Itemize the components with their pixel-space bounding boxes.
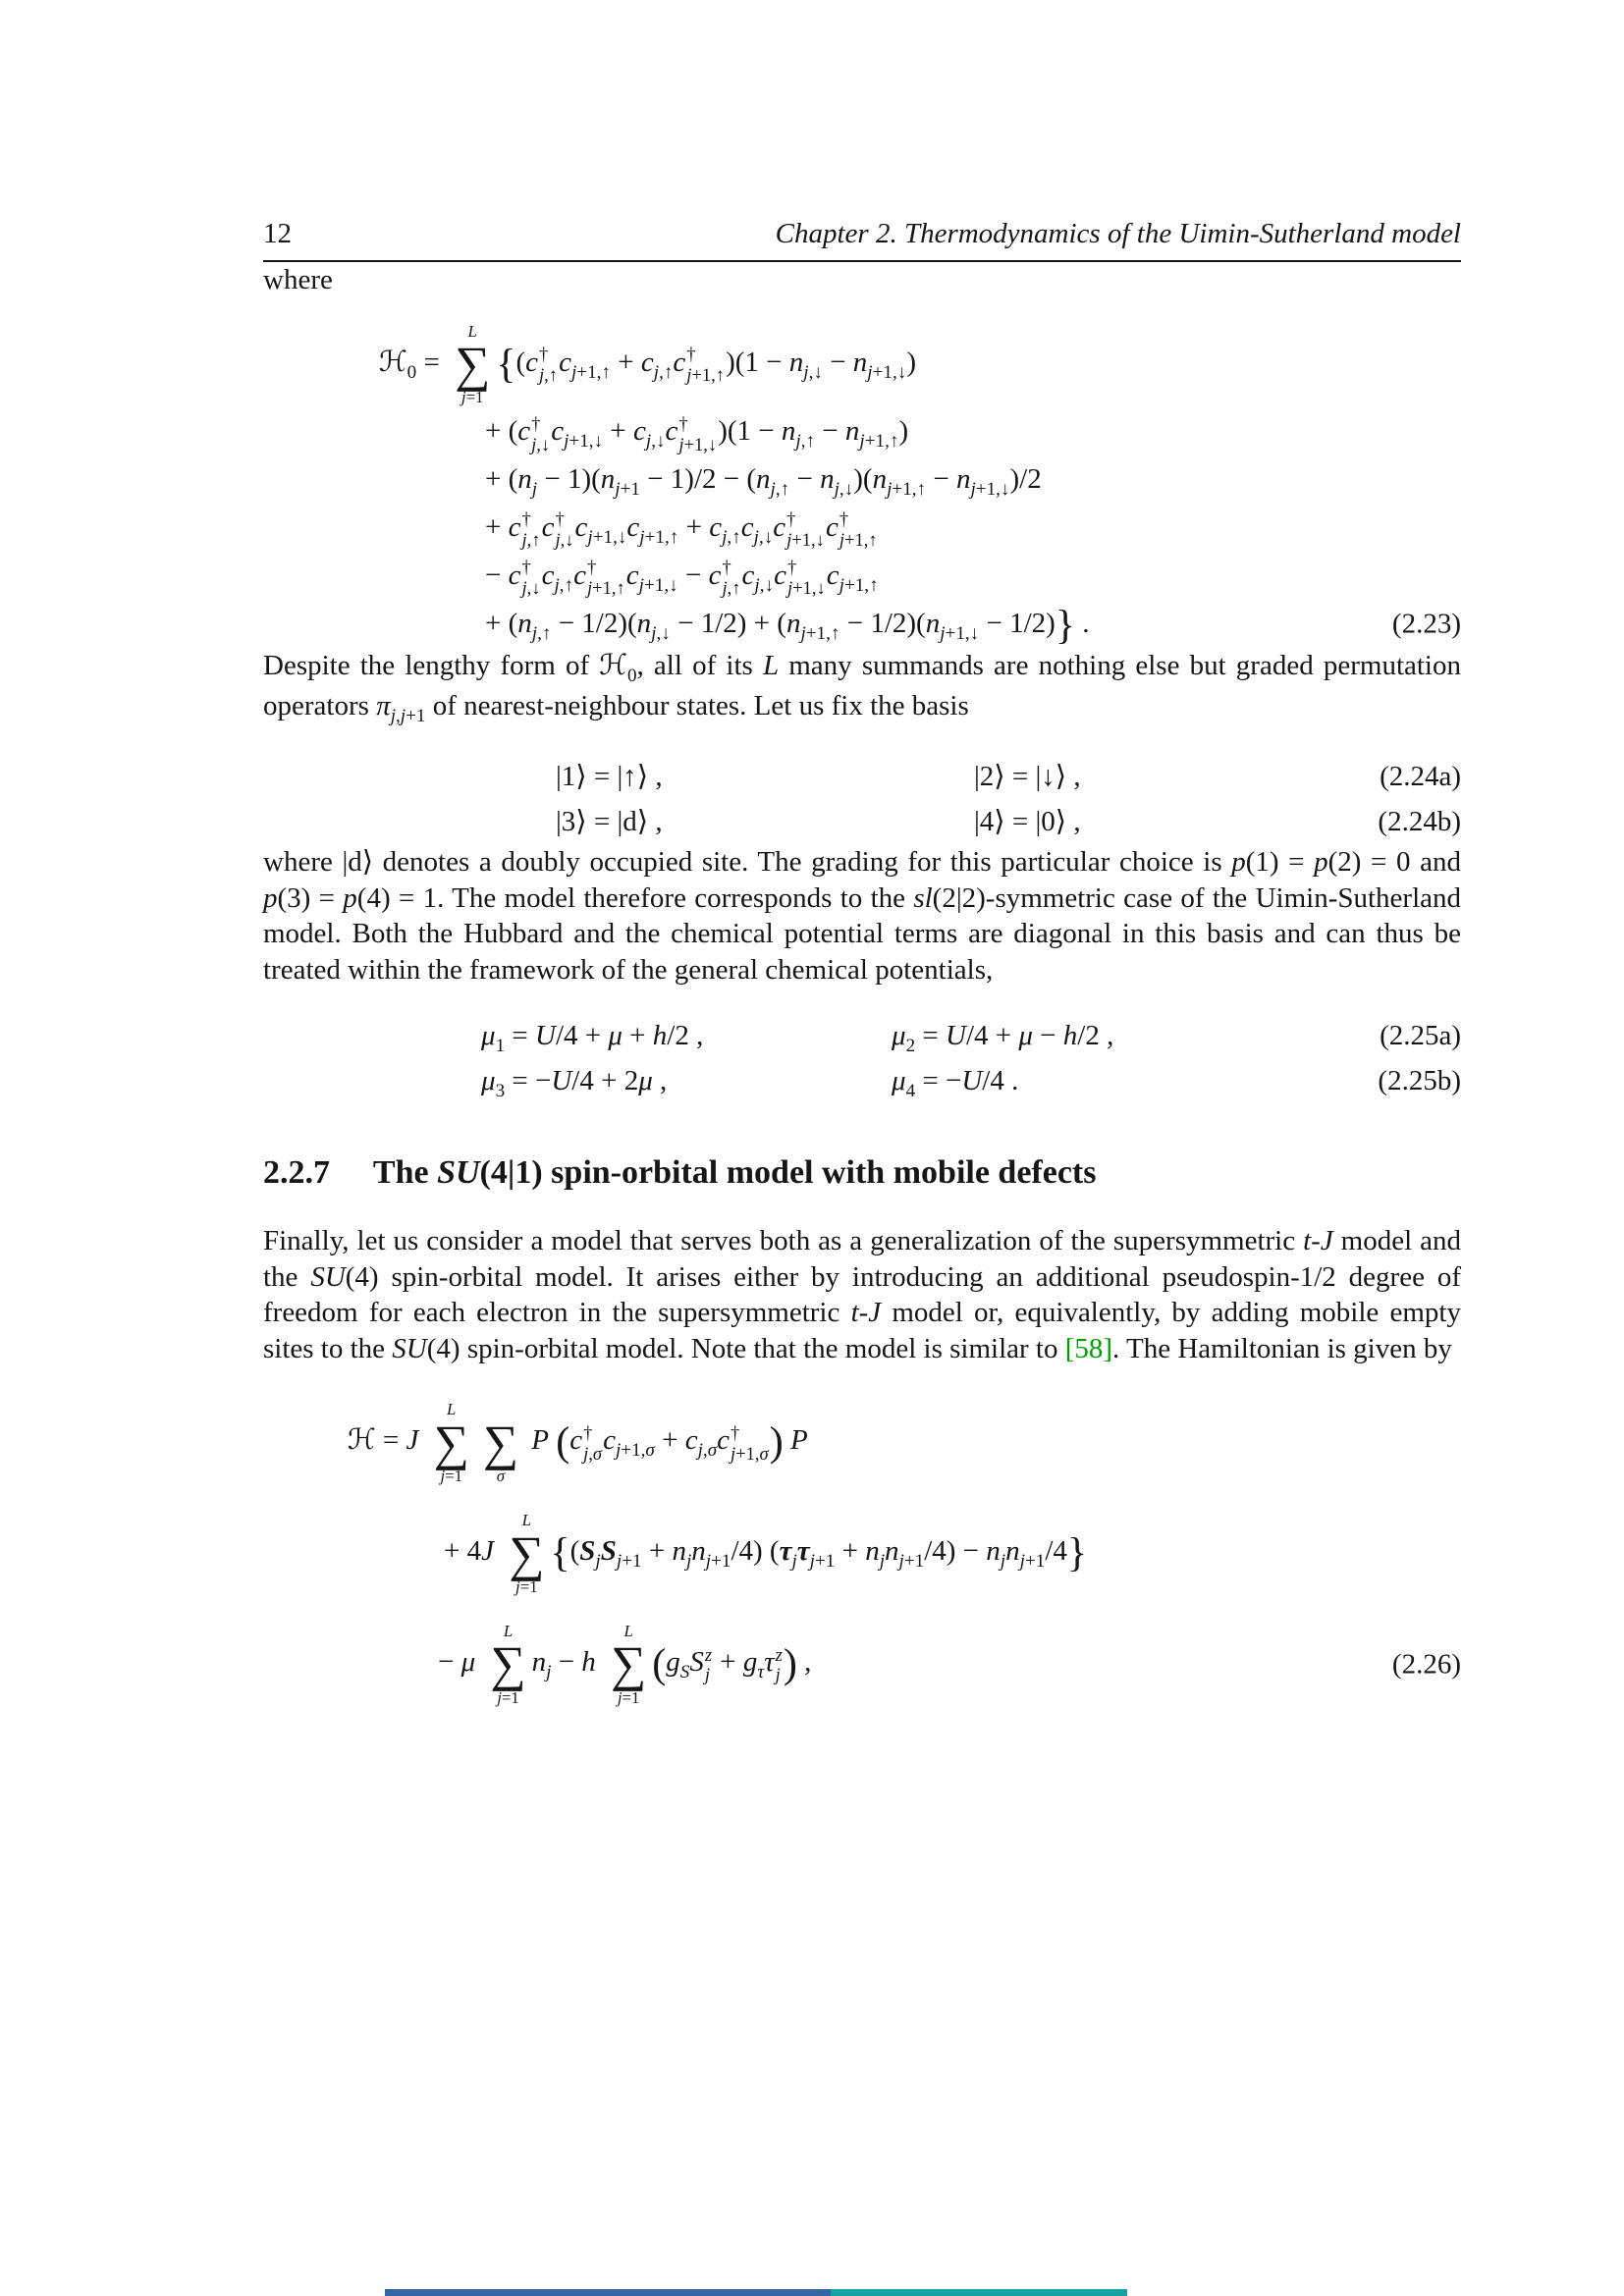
equation-line: ℋ = J L ∑ j=1 ∑ σ P (c † j,σ $c_{j+1,\sigma} + c_{j,\sigma}c$ † j+1,σ ) P [348,1400,808,1485]
equation-line: + (c † j,↓ $c_{j+1,↓} + c_{j,↓}c$ † j+1,↓ )$(1 - n_{j,↑} - n_{j+1,↑})$ [485,413,909,455]
equation-math: $\mu_2 = U/4 + \mu - h/2$ , [892,1020,1114,1057]
equation-line: ℋ$_0$ = L ∑ j=1 {(c † j,↑ $c_{j+1,↑} + c_{j,↑}c$ † j+1,↑ )$(1 - n_{j,↓} - n_{j+1,↓})$ [379,321,916,407]
page-header [263,218,1461,262]
equation-number-2-24b: (2.24b) [1378,806,1461,838]
equation-line: + $(n_j - 1)(n_{j+1} - 1)/2 - (n_{j,↑} - n_{j,↓})(n_{j+1,↑} - n_{j+1,↓})/2$ [485,463,1042,500]
equation-line [485,601,1461,649]
paragraph-where: where [263,264,333,295]
equation-math: $\mu_3 = -U/4 + 2\mu$ , [481,1065,668,1102]
equation-line: + 4J L ∑ j=1 $\{(S_jS_{j+1} + n_jn_{j+1}/4) (\tau_j\tau_{j+1} + n_jn_{j+1}/4) - n_jn_{j+1}/4\}$ [444,1511,1088,1596]
paragraph-section-intro: Finally, let us consider a model that serves both as a generalization of the supersymmetric t-J model and the SU(4) spin-orbital model. It arises either by introducing an additional pseudospin-1/2 degree of freedom for each electron in the supersymmetric t-J model or, equivalently, by adding mobile empty sites to the SU(4) spin-orbital model. Note that the model is similar to [58]. The Hamiltonian is given by [263,1225,1462,1364]
paragraph-after-eq-2-24: where |d⟩ denotes a doubly occupied site. The grading for this particular choice is p(1) = p(2) = 0 and p(3) = p(4) = 1. The model therefore corresponds to the sl(2|2)-symmetric case of the Uimin-Sutherland model. Both the Hubbard and the chemical potential terms are diagonal in this basis and can thus be treated within the framework of the general chemical potentials, [263,846,1462,986]
equation-row [263,1013,1461,1058]
equation-row [263,1058,1461,1103]
section-title: The SU(4|1) spin-orbital model with mobile defects [372,1154,1097,1192]
bottom-strip-segment [385,2289,831,2296]
document-page-content [263,218,1461,1707]
equation-math: $\mu_4 = -U/4$ . [892,1065,1019,1102]
bottom-strip-segment [831,2289,1127,2296]
equation-line: − c † j,↓ $c_{j,↑}c$ † j+1,↑ $c_{j+1,↓} - c$ † j,↑ $c_{j,↓}c$ † j+1,↓ $c_{j+1,↑}$ [485,558,879,599]
equation-line: + c † j,↑ c † j,↓ $c_{j+1,↓}c_{j+1,↑} + c_{j,↑}c_{j,↓}c$ † j+1,↓ c † j+1,↑ [485,509,878,552]
equation-math: |4⟩ = |0⟩ , [974,806,1081,838]
equation-2-26 [263,1400,1461,1707]
equation-math: |3⟩ = |d⟩ , [556,806,663,838]
page-number: 12 [263,218,292,249]
equation-number-2-25a: (2.25a) [1380,1020,1461,1052]
equation-number-2-26: (2.26) [1391,1647,1461,1680]
equation-number-2-23: (2.23) [1391,608,1461,640]
equation-2-24 [263,754,1461,844]
equation-2-25 [263,1013,1461,1103]
equation-math: |1⟩ = |↑⟩ , [556,761,663,793]
citation-link-58[interactable]: [58] [1064,1332,1113,1364]
equation-row [263,754,1461,799]
equation-math: |2⟩ = |↓⟩ , [974,761,1081,793]
equation-line [438,1622,1461,1707]
equation-2-23 [263,322,1461,649]
equation-number-2-24a: (2.24a) [1380,761,1461,793]
equation-number-2-25b: (2.25b) [1378,1065,1461,1097]
equation-math: − μ L ∑ j=1 $n_j - h$ L ∑ j=1 ($g_SS$ z j + $g_\tau\tau$ z j ) , [438,1622,812,1707]
equation-row [263,799,1461,844]
equation-math: + $(n_{j,↑} - 1/2)(n_{j,↓} - 1/2) + (n_{j+1,↑} - 1/2)(n_{j+1,↓} - 1/2)$} . [485,602,1090,648]
section-heading-2-2-7 [263,1154,1461,1192]
section-number: 2.2.7 [263,1154,330,1192]
equation-math: $\mu_1 = U/4 + \mu + h/2$ , [481,1020,704,1057]
chapter-title: Chapter 2. Thermodynamics of the Uimin-Sutherland model [775,218,1461,249]
paragraph-after-eq-2-23: Despite the lengthy form of ℋ$_0$, all of its L many summands are nothing else but graded permutation operators $\pi_{j,j+1}$ of nearest-neighbour states. Let us fix the basis [263,650,1461,727]
bottom-strip [385,2289,1127,2296]
